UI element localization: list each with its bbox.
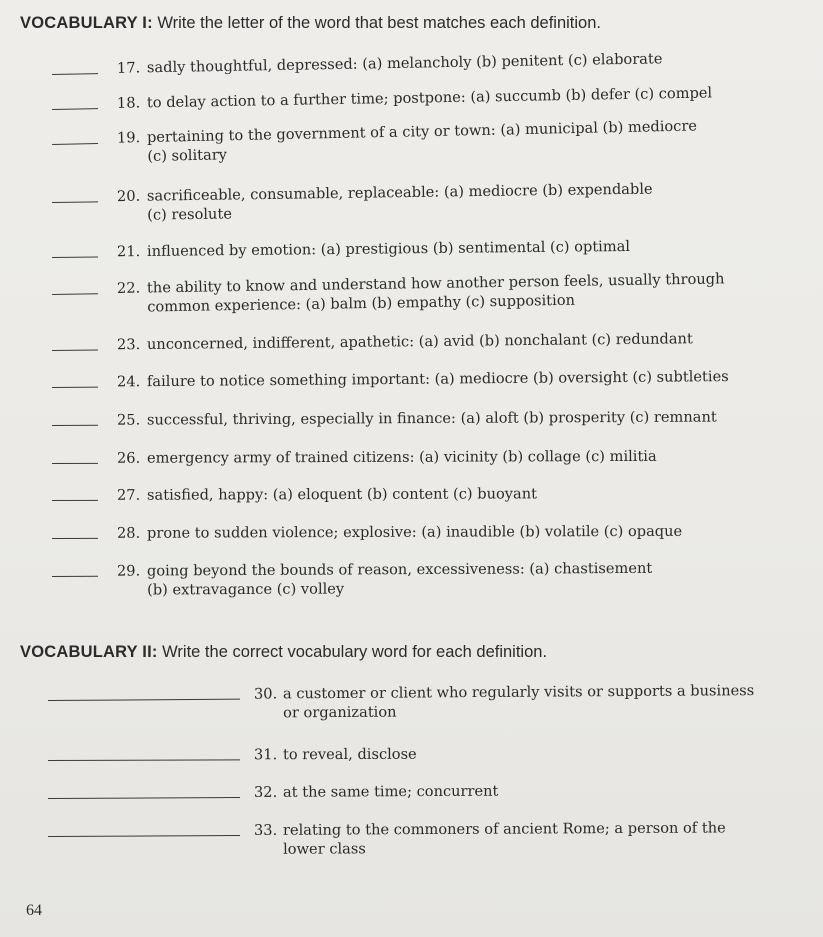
question-number: 32.	[253, 783, 278, 801]
vocabulary-2-instruction: Write the correct vocabulary word for each definition.	[162, 643, 548, 661]
question-item	[0, 177, 823, 224]
answer-blank[interactable]	[48, 699, 240, 701]
question-number: 21.	[116, 243, 141, 261]
question-text-line: relating to the commoners of ancient Rome; a person of the	[282, 819, 726, 839]
vocabulary-2-label: VOCABULARY II:	[20, 643, 158, 661]
answer-blank[interactable]	[52, 293, 98, 295]
question-number: 25.	[116, 411, 141, 429]
question-text-line: or organization	[283, 703, 397, 722]
question-item	[0, 743, 823, 764]
vocabulary-1-instruction: Write the letter of the word that best matches each definition.	[157, 14, 601, 32]
question-item	[0, 681, 823, 722]
answer-blank[interactable]	[52, 143, 98, 145]
question-text-line: satisfied, happy: (a) eloquent (b) content (c) buoyant	[146, 485, 537, 504]
question-text-line: prone to sudden violence; explosive: (a) inaudible (b) volatile (c) opaque	[146, 522, 683, 542]
question-item	[0, 114, 823, 165]
question-text-line: to delay action to a further time; postpone: (a) succumb (b) defer (c) compel	[146, 84, 713, 112]
answer-blank[interactable]	[52, 73, 98, 75]
answer-blank[interactable]	[48, 835, 240, 837]
question-text-line: going beyond the bounds of reason, excessiveness: (a) chastisement	[146, 559, 653, 580]
question-number: 26.	[116, 449, 141, 467]
question-number: 27.	[116, 486, 141, 504]
question-number: 22.	[116, 279, 141, 297]
question-number: 28.	[116, 524, 141, 542]
question-text-line: sacrificeable, consumable, replaceable: (a) mediocre (b) expendable	[146, 180, 653, 205]
question-item	[0, 558, 823, 599]
question-number: 24.	[116, 373, 141, 391]
question-text-line: failure to notice something important: (a) mediocre (b) oversight (c) subtleties	[146, 368, 729, 391]
question-number: 17.	[116, 59, 141, 77]
question-number: 18.	[116, 94, 141, 112]
answer-blank[interactable]	[52, 108, 98, 110]
question-item	[0, 82, 823, 112]
question-number: 31.	[253, 746, 278, 764]
question-text-line: sadly thoughtful, depressed: (a) melancholy (b) penitent (c) elaborate	[146, 50, 663, 77]
answer-blank[interactable]	[52, 538, 98, 539]
question-text-line: pertaining to the government of a city or town: (a) municipal (b) mediocre	[146, 117, 698, 146]
vocabulary-2-heading	[20, 643, 547, 662]
vocabulary-1-label: VOCABULARY I:	[20, 14, 153, 32]
answer-blank[interactable]	[52, 425, 98, 426]
question-number: 23.	[116, 336, 141, 354]
question-text-line: unconcerned, indifferent, apathetic: (a) avid (b) nonchalant (c) redundant	[146, 330, 693, 353]
question-number: 19.	[116, 129, 141, 147]
question-text-line: successful, thriving, especially in finance: (a) aloft (b) prosperity (c) remnant	[146, 408, 717, 429]
question-item	[0, 483, 823, 504]
question-item	[0, 818, 823, 858]
question-text-line: (c) solitary	[147, 146, 228, 165]
question-text-line: (c) resolute	[147, 205, 233, 224]
question-text-line: common experience: (a) balm (b) empathy (c) supposition	[147, 291, 576, 316]
question-item	[0, 47, 823, 77]
question-item	[0, 446, 823, 467]
answer-blank[interactable]	[52, 500, 98, 501]
answer-blank[interactable]	[52, 256, 98, 257]
vocabulary-1-heading	[20, 14, 601, 33]
question-item	[0, 268, 823, 316]
question-item	[0, 521, 823, 542]
answer-blank[interactable]	[48, 759, 240, 761]
question-number: 20.	[116, 187, 141, 206]
answer-blank[interactable]	[48, 797, 240, 799]
answer-blank[interactable]	[52, 576, 98, 577]
question-text-line: to reveal, disclose	[282, 745, 417, 764]
answer-blank[interactable]	[52, 201, 98, 203]
answer-blank[interactable]	[52, 463, 98, 464]
question-text-line: at the same time; concurrent	[282, 782, 499, 801]
question-item	[0, 366, 823, 391]
page-number: 64	[26, 902, 42, 919]
question-item	[0, 407, 823, 429]
question-item	[0, 235, 823, 261]
question-text-line: a customer or client who regularly visits or supports a business	[282, 682, 755, 703]
question-text-line: emergency army of trained citizens: (a) vicinity (b) collage (c) militia	[146, 447, 657, 467]
question-text-line: influenced by emotion: (a) prestigious (b) sentimental (c) optimal	[146, 237, 631, 260]
question-item	[0, 328, 823, 354]
answer-blank[interactable]	[52, 387, 98, 388]
question-text-line: (b) extravagance (c) volley	[147, 580, 345, 599]
question-number: 33.	[253, 821, 278, 839]
question-text-line: the ability to know and understand how another person feels, usually through	[146, 270, 725, 297]
question-text-line: lower class	[283, 840, 366, 858]
answer-blank[interactable]	[52, 349, 98, 350]
question-number: 30.	[253, 685, 278, 703]
question-number: 29.	[116, 562, 141, 580]
question-item	[0, 780, 823, 801]
